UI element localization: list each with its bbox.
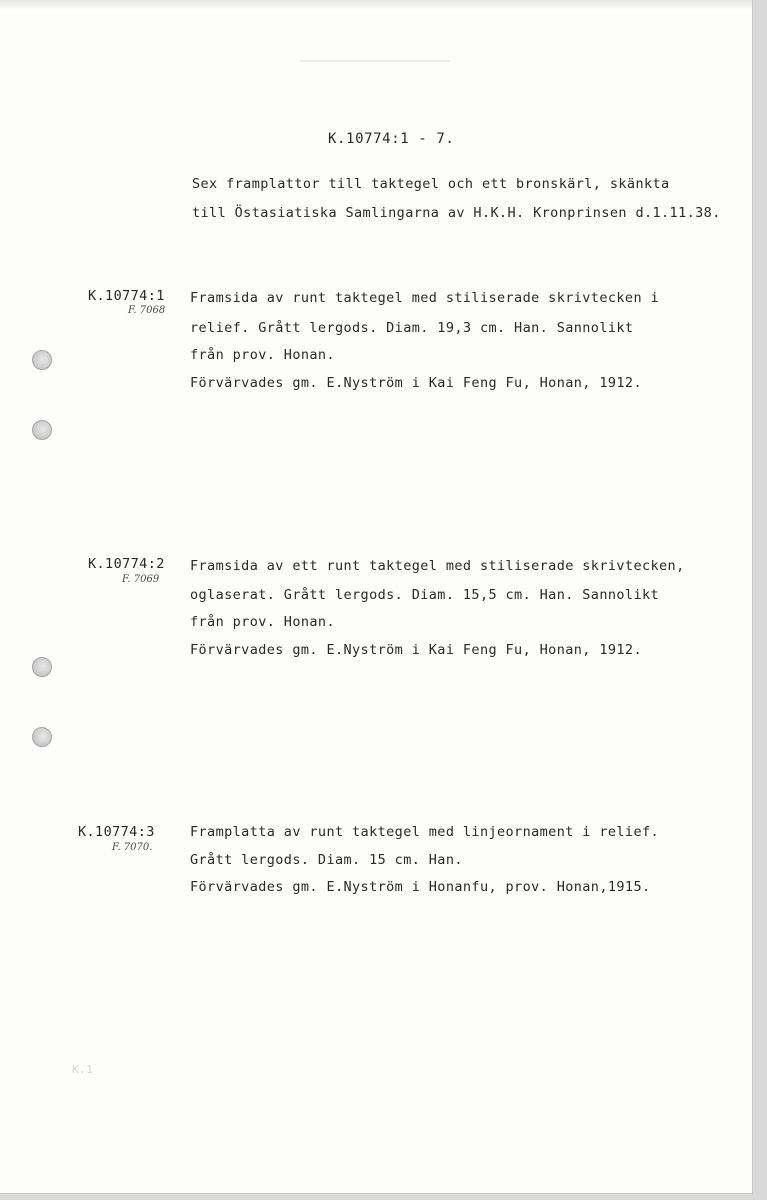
bleed-through-mark <box>300 60 450 62</box>
intro-line: Sex framplattor till taktegel och ett bronskärl, skänkta <box>192 176 670 192</box>
entry-line: Grått lergods. Diam. 15 cm. Han. <box>190 852 463 868</box>
punch-hole <box>32 657 52 677</box>
faint-bleed-text: K.1 <box>72 1063 94 1076</box>
entry-line: Framsida av runt taktegel med stiliserade skrivtecken i <box>190 290 660 306</box>
entry-line: från prov. Honan. <box>190 347 335 363</box>
entry-line: relief. Grått lergods. Diam. 19,3 cm. Han. Sannolikt <box>190 320 634 336</box>
punch-hole <box>32 727 52 747</box>
intro-line: till Östasiatiska Samlingarna av H.K.H. Kronprinsen d.1.11.38. <box>192 205 721 221</box>
entry-line: Förvärvades gm. E.Nyström i Kai Feng Fu, Honan, 1912. <box>190 375 642 391</box>
scan-edge-shadow <box>0 0 752 10</box>
entry-line: Framsida av ett runt taktegel med stiliserade skrivtecken, <box>190 558 685 574</box>
entry-line: oglaserat. Grått lergods. Diam. 15,5 cm. Han. Sannolikt <box>190 587 660 603</box>
entry-line: Förvärvades gm. E.Nyström i Kai Feng Fu, Honan, 1912. <box>190 642 642 658</box>
entry-catalog-number: K.10774:2 <box>88 556 165 572</box>
punch-hole <box>32 350 52 370</box>
entry-line: Framplatta av runt taktegel med linjeornament i relief. <box>190 824 660 840</box>
entry-line: från prov. Honan. <box>190 614 335 630</box>
punch-hole <box>32 420 52 440</box>
entry-handwritten-note: F. 7070. <box>112 842 153 853</box>
entry-catalog-number: K.10774:1 <box>88 288 165 304</box>
entry-handwritten-note: F. 7069 <box>122 574 160 585</box>
entry-line: Förvärvades gm. E.Nyström i Honanfu, prov. Honan,1915. <box>190 879 651 895</box>
page-title: K.10774:1 - 7. <box>328 131 455 147</box>
entry-handwritten-note: F. 7068 <box>128 305 166 316</box>
entry-catalog-number: K.10774:3 <box>78 824 155 840</box>
